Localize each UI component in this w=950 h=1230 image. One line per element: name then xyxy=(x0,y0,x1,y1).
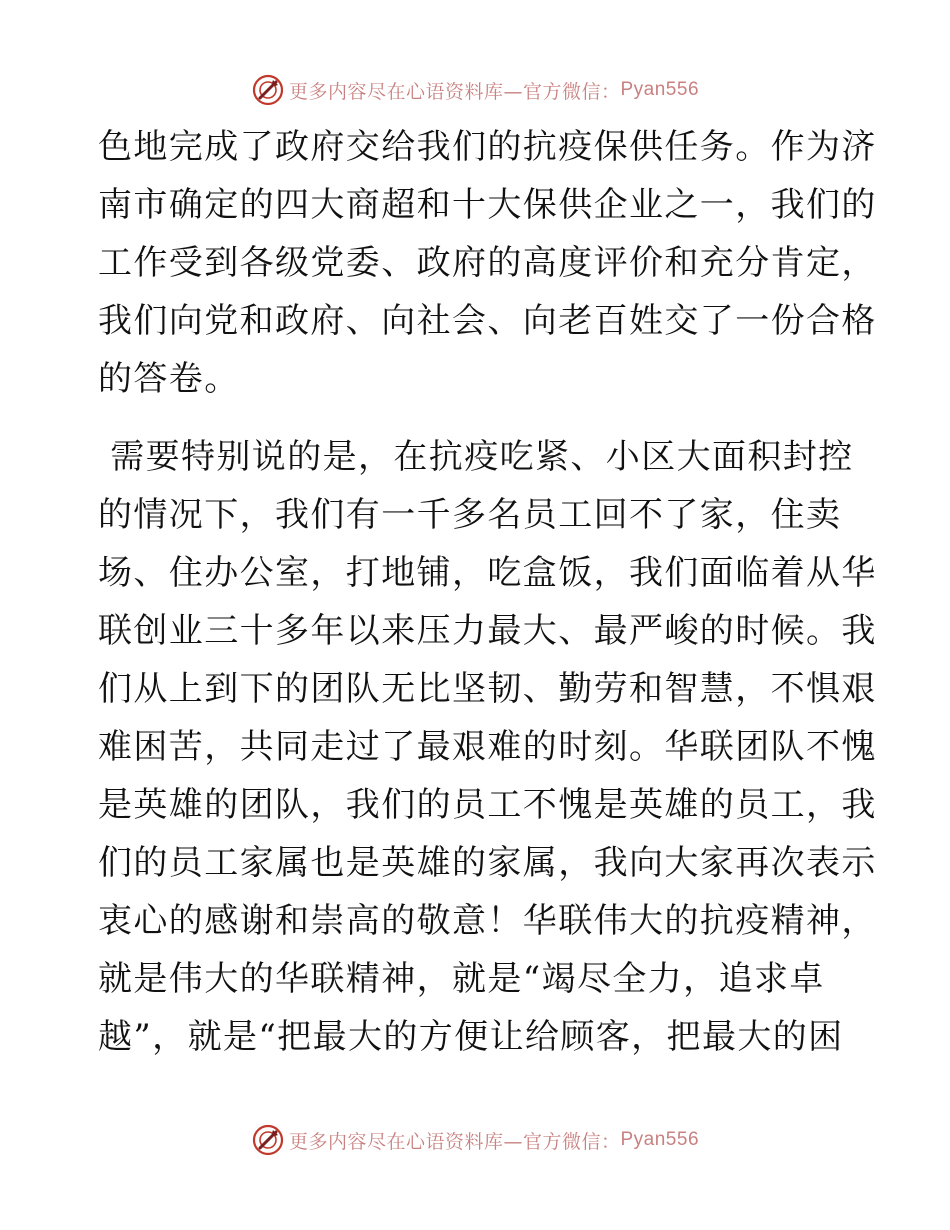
watermark-text: 更多内容尽在心语资料库—官方微信： xyxy=(288,1130,621,1153)
paragraph-2 xyxy=(98,428,877,1066)
logo-icon xyxy=(251,73,285,107)
text-line: 的情况下，我们有一千多名员工回不了家，住卖 xyxy=(98,495,842,535)
logo-icon xyxy=(251,1123,285,1157)
text-line: 场、住办公室，打地铺，吃盒饭，我们面临着从华 xyxy=(98,553,877,593)
document-body xyxy=(98,118,877,1066)
header-watermark xyxy=(0,70,950,110)
footer-watermark xyxy=(0,1120,950,1160)
paragraph-1 xyxy=(98,118,877,408)
text-line: 我们向党和政府、向社会、向老百姓交了一份合格 xyxy=(98,301,877,341)
text-line: 联创业三十多年以来压力最大、最严峻的时候。我 xyxy=(98,611,877,651)
text-line: 是英雄的团队，我们的员工不愧是英雄的员工，我 xyxy=(98,785,877,825)
text-line: 色地完成了政府交给我们的抗疫保供任务。作为济 xyxy=(98,127,877,167)
watermark-wechat-id: Pyan556 xyxy=(620,1129,700,1150)
paragraph-spacer xyxy=(98,408,858,428)
watermark-wechat-id: Pyan556 xyxy=(620,79,700,100)
text-line: 的答卷。 xyxy=(98,359,240,399)
text-line: 就是伟大的华联精神，就是“竭尽全力，追求卓 xyxy=(98,959,825,999)
text-line: 工作受到各级党委、政府的高度评价和充分肯定， xyxy=(98,243,877,283)
text-line: 衷心的感谢和崇高的敬意！华联伟大的抗疫精神， xyxy=(98,901,877,941)
text-line: 越”，就是“把最大的方便让给顾客，把最大的困 xyxy=(98,1017,844,1057)
text-line: 南市确定的四大商超和十大保供企业之一，我们的 xyxy=(98,185,877,225)
text-line: 需要特别说的是，在抗疫吃紧、小区大面积封控 xyxy=(98,437,854,477)
text-line: 们从上到下的团队无比坚韧、勤劳和智慧，不惧艰 xyxy=(98,669,877,709)
watermark-text: 更多内容尽在心语资料库—官方微信： xyxy=(288,80,621,103)
text-line: 难困苦，共同走过了最艰难的时刻。华联团队不愧 xyxy=(98,727,877,767)
text-line: 们的员工家属也是英雄的家属，我向大家再次表示 xyxy=(98,843,877,883)
